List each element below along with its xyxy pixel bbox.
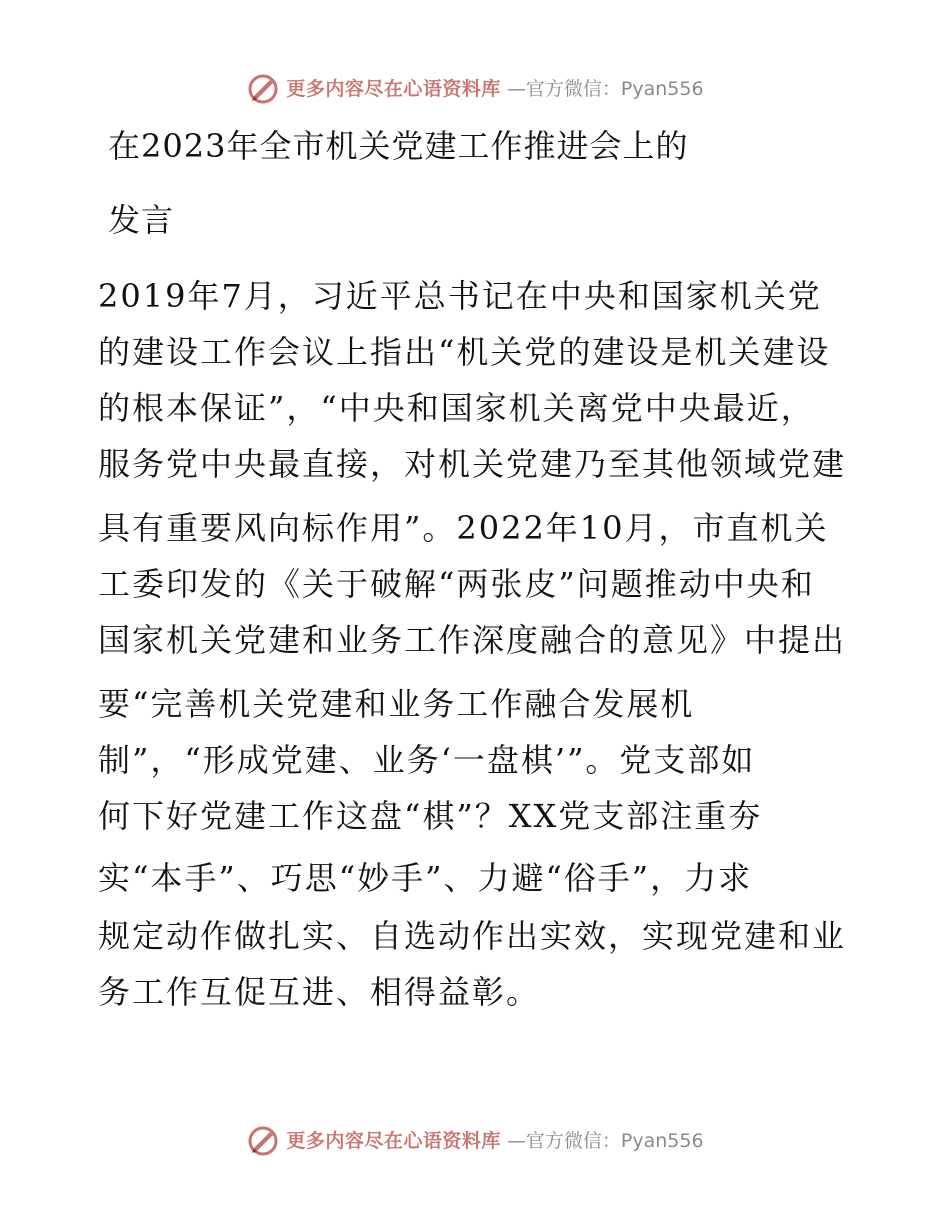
body-line: 具有重要风向标作用”。2022年10月，市直机关 bbox=[98, 509, 829, 547]
body-line: 要“完善机关党建和业务工作融合发展机 bbox=[98, 685, 695, 723]
body-line: 实“本手”、巧思“妙手”、力避“俗手”，力求 bbox=[98, 859, 753, 897]
body-line: 工委印发的《关于破解“两张皮”问题推动中央和 bbox=[98, 565, 815, 603]
footer-watermark bbox=[0, 1124, 950, 1158]
pen-globe-icon bbox=[246, 72, 280, 106]
header-watermark bbox=[0, 72, 950, 106]
watermark-contact: —官方微信：Pyan556 bbox=[506, 77, 704, 100]
body-line: 制”，“形成党建、业务‘一盘棋’”。党支部如 bbox=[98, 741, 756, 779]
watermark-contact: —官方微信：Pyan556 bbox=[506, 1129, 704, 1152]
body-line: 的根本保证”，“中央和国家机关离党中央最近， bbox=[98, 389, 815, 427]
body-line: 何下好党建工作这盘“棋”？XX党支部注重夯 bbox=[98, 797, 763, 835]
body-line: 服务党中央最直接，对机关党建乃至其他领域党建 bbox=[98, 445, 847, 483]
document-title-line-1: 在2023年全市机关党建工作推进会上的 bbox=[108, 127, 689, 165]
body-line: 规定动作做扎实、自选动作出实效，实现党建和业 bbox=[98, 917, 847, 955]
watermark-text: 更多内容尽在心语资料库 bbox=[286, 77, 501, 100]
pen-globe-icon bbox=[246, 1124, 280, 1158]
body-line: 2019年7月，习近平总书记在中央和国家机关党 bbox=[98, 277, 822, 315]
body-line: 国家机关党建和业务工作深度融合的意见》中提出 bbox=[98, 621, 847, 659]
watermark-text: 更多内容尽在心语资料库 bbox=[286, 1129, 501, 1152]
document-title-line-2: 发言 bbox=[108, 201, 175, 239]
body-line: 的建设工作会议上指出“机关党的建设是机关建设 bbox=[98, 333, 831, 371]
body-line: 务工作互促互进、相得益彰。 bbox=[98, 973, 541, 1011]
